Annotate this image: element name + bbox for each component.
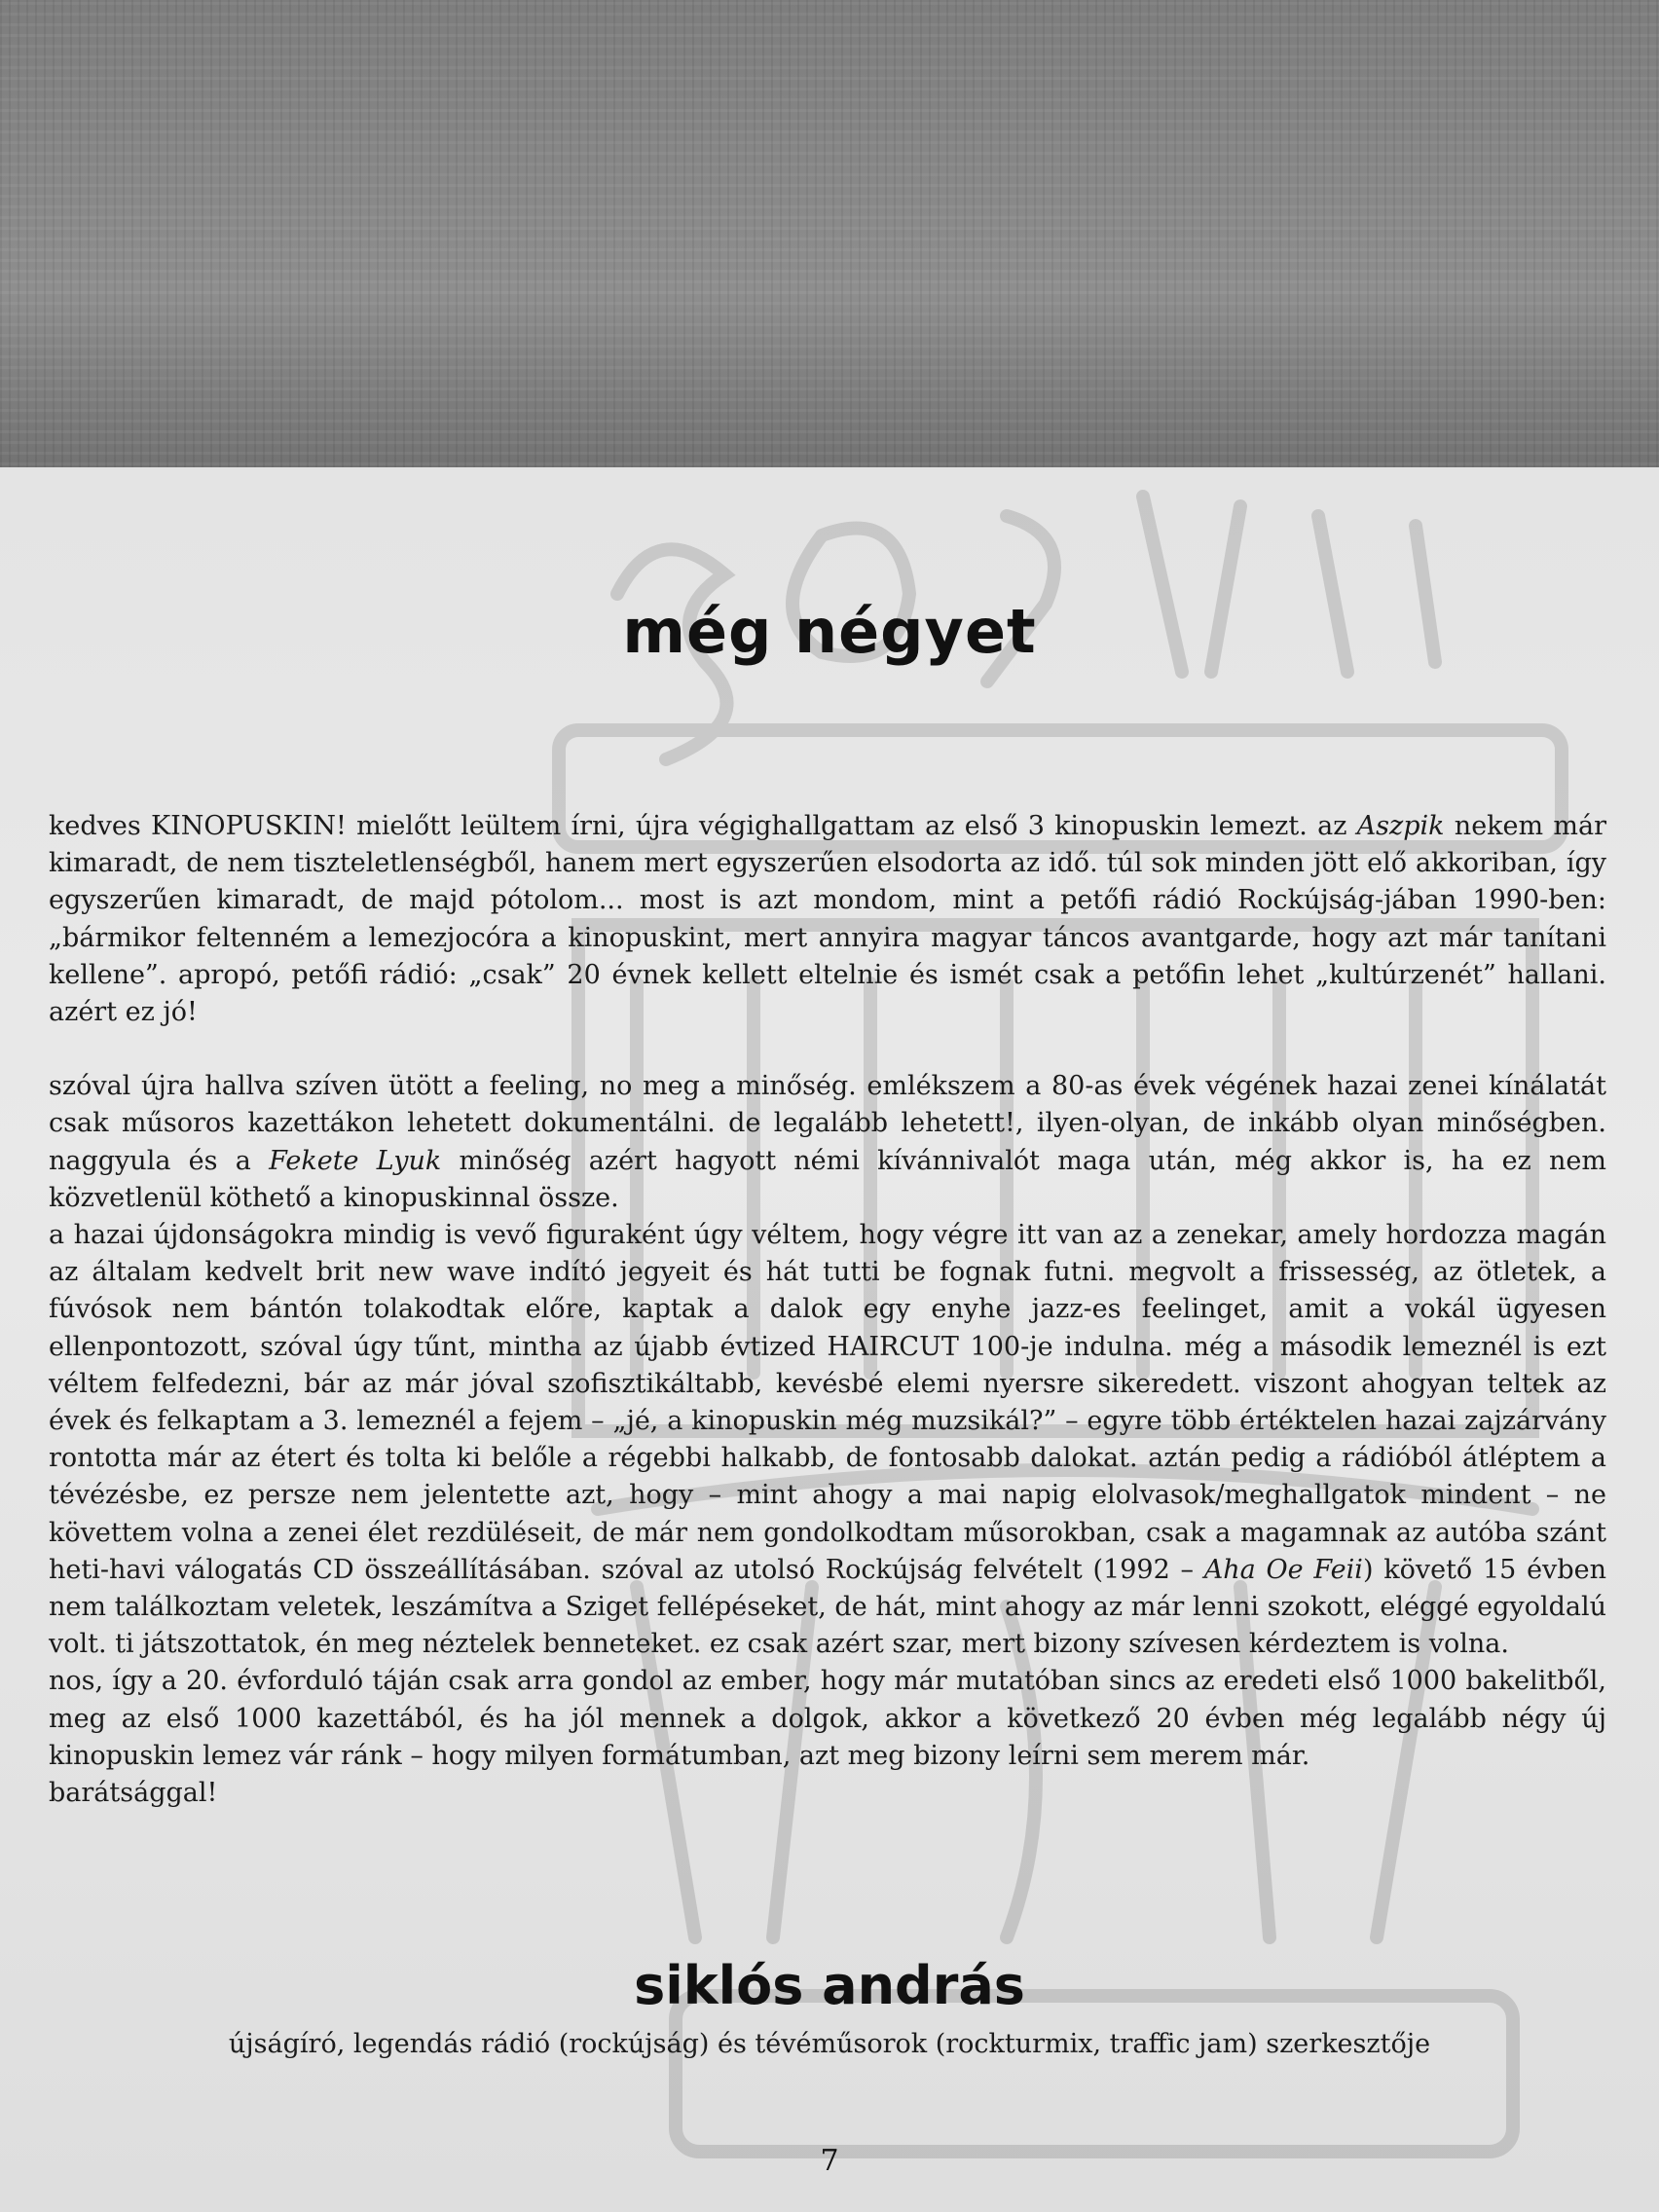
paragraph xyxy=(49,808,1606,1031)
author-role: újságíró, legendás rádió (rockújság) és tévéműsorok (rockturmix, traffic jam) szerkesztője xyxy=(228,2029,1431,2059)
italic-title: Fekete Lyuk xyxy=(269,1145,442,1176)
italic-title: Aszpik xyxy=(1356,811,1445,841)
italic-title: Aha Oe Feii xyxy=(1203,1554,1363,1585)
paragraph-text: szóval újra hallva szíven ütött a feeling, no meg a minőség. emlékszem a 80-as évek végének hazai zenei kínálatát csak műsoros kazettákon lehetett dokumentálni. de legalább lehetett!, ilyen-olyan, de inkább olyan minőségben. naggyula és a xyxy=(49,1071,1606,1176)
paragraph-text: nos, így a 20. évforduló táján csak arra gondol az ember, hogy már mutatóban sincs az eredeti első 1000 bakelitből, meg az első 1000 kazettából, és ha jól mennek a dolgok, akkor a következő 20 évben még legalább négy új kinopuskin lemez vár ránk – hogy milyen formátumban, azt meg bizony leírni sem merem már. xyxy=(49,1666,1606,1771)
paragraph xyxy=(49,1217,1606,1663)
article-body xyxy=(49,808,1606,1812)
author-name: siklós andrás xyxy=(634,1955,1025,2016)
page-number: 7 xyxy=(820,2144,839,2178)
page-title: még négyet xyxy=(622,596,1037,667)
book-page xyxy=(0,467,1659,2212)
background-surface xyxy=(0,0,1659,487)
paragraph xyxy=(49,1068,1606,1217)
paragraph-text: nekem már kimaradt, de nem tiszteletlenségből, hanem mert egyszerűen elsodorta az idő. túl sok minden jött elő akkoriban, így egyszerűen kimaradt, de majd pótolom... most is azt mondom, mint a petőfi rádió Rockújság-jában 1990-ben: „bármikor feltenném a lemezjocóra a kinopuskint, mert annyira magyar táncos avantgarde, hogy azt már tanítani kellene”. apropó, petőfi rádió: „csak” 20 évnek kellett eltelnie és ismét csak a petőfin lehet „kultúrzenét” hallani. azért ez jó! xyxy=(49,811,1606,1028)
paragraph-text: barátsággal! xyxy=(49,1778,218,1809)
paragraph xyxy=(49,1775,1606,1812)
paragraph-text: ) követő 15 évben nem találkoztam veletek, leszámítva a Sziget fellépéseket, de hát, mint ahogy az már lenni szokott, eléggé egyoldalú volt. ti játszottatok, én meg néztelek benneteket. ez csak azért szar, mert bizony szívesen kérdeztem is volna. xyxy=(49,1554,1606,1660)
paragraph-text: minőség azért hagyott némi kívánnivalót maga után, még akkor is, ha ez nem közvetlenül köthető a kinopuskinnal össze. xyxy=(49,1145,1606,1213)
paragraph-text: a hazai újdonságokra mindig is vevő figuraként úgy véltem, hogy végre itt van az a zenekar, amely hordozza magán az általam kedvelt brit new wave indító jegyeit és hát tutti be fognak futni. megvolt a frissesség, az ötletek, a fúvósok nem bántón tolakodtak előre, kaptak a dalok egy enyhe jazz-es feelinget, amit a vokál ügyesen ellenpontozott, szóval úgy tűnt, mintha az újabb évtized HAIRCUT 100-je indulna. még a második lemeznél is ezt véltem felfedezni, bár az már jóval szofisztikáltabb, kevésbé elemi nyersre sikeredett. viszont ahogyan teltek az évek és felkaptam a 3. lemeznél a fejem – „jé, a kinopuskin még muzsikál?” – egyre több értéktelen hazai zajzárvány rontotta már az étert és tolta ki belőle a régebbi halkabb, de fontosabb dalokat. aztán pedig a rádióból átléptem a tévézésbe, ez persze nem jelentette azt, hogy – mint ahogy a mai napig elolvasok/meghallgatok mindent – ne követtem volna a zenei élet rezdüléseit, de már nem gondolkodtam műsorokban, csak a magamnak az autóba szánt heti-havi válogatás CD összeállításában. szóval az utolsó Rockújság felvételt (1992 – xyxy=(49,1220,1606,1585)
paragraph xyxy=(49,1663,1606,1775)
paragraph-text: kedves KINOPUSKIN! mielőtt leültem írni, újra végighallgattam az első 3 kinopuskin lemezt. az xyxy=(49,811,1357,841)
